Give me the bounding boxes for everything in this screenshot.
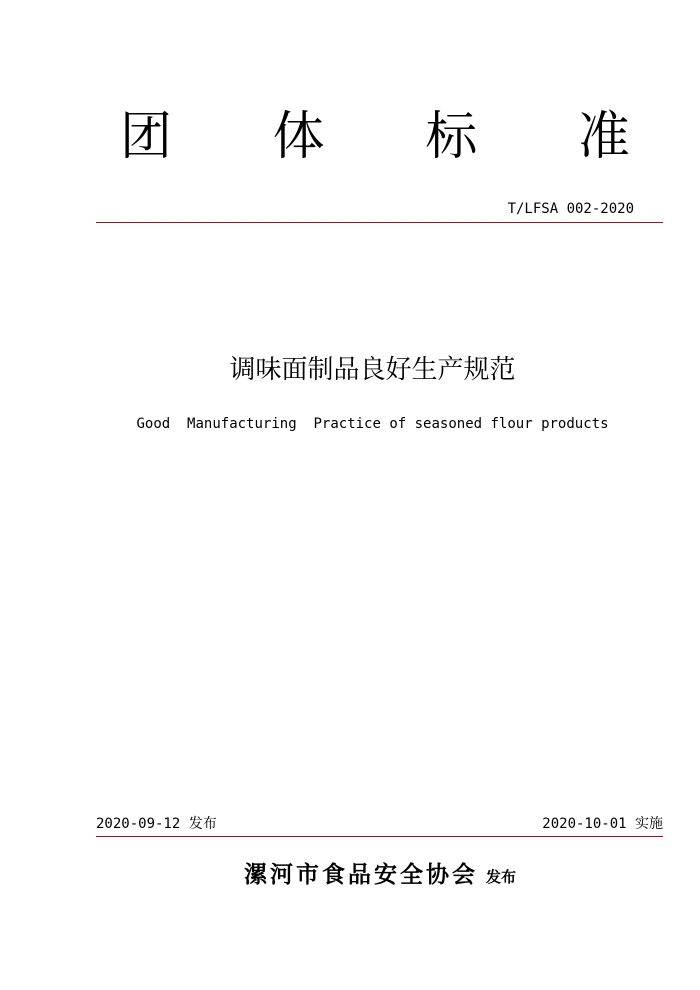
implementation-date: 2020-10-01 实施 (542, 816, 663, 832)
heading-char-4: 准 (577, 107, 630, 167)
document-type-heading (120, 102, 630, 172)
publisher-suffix: 发布 (485, 868, 516, 886)
standard-code: T/LFSA 002-2020 (507, 201, 634, 217)
heading-char-1: 团 (120, 107, 173, 167)
english-title: Good Manufacturing Practice of seasoned flour products (136, 416, 609, 432)
issue-date: 2020-09-12 发布 (96, 816, 217, 832)
bottom-divider (96, 836, 663, 837)
heading-char-2: 体 (272, 107, 325, 167)
top-divider (96, 222, 663, 223)
chinese-title: 调味面制品良好生产规范 (229, 355, 516, 385)
heading-char-3: 标 (425, 107, 478, 167)
publisher-line (0, 858, 700, 894)
publisher-name: 漯河市食品安全协会 (243, 861, 478, 888)
